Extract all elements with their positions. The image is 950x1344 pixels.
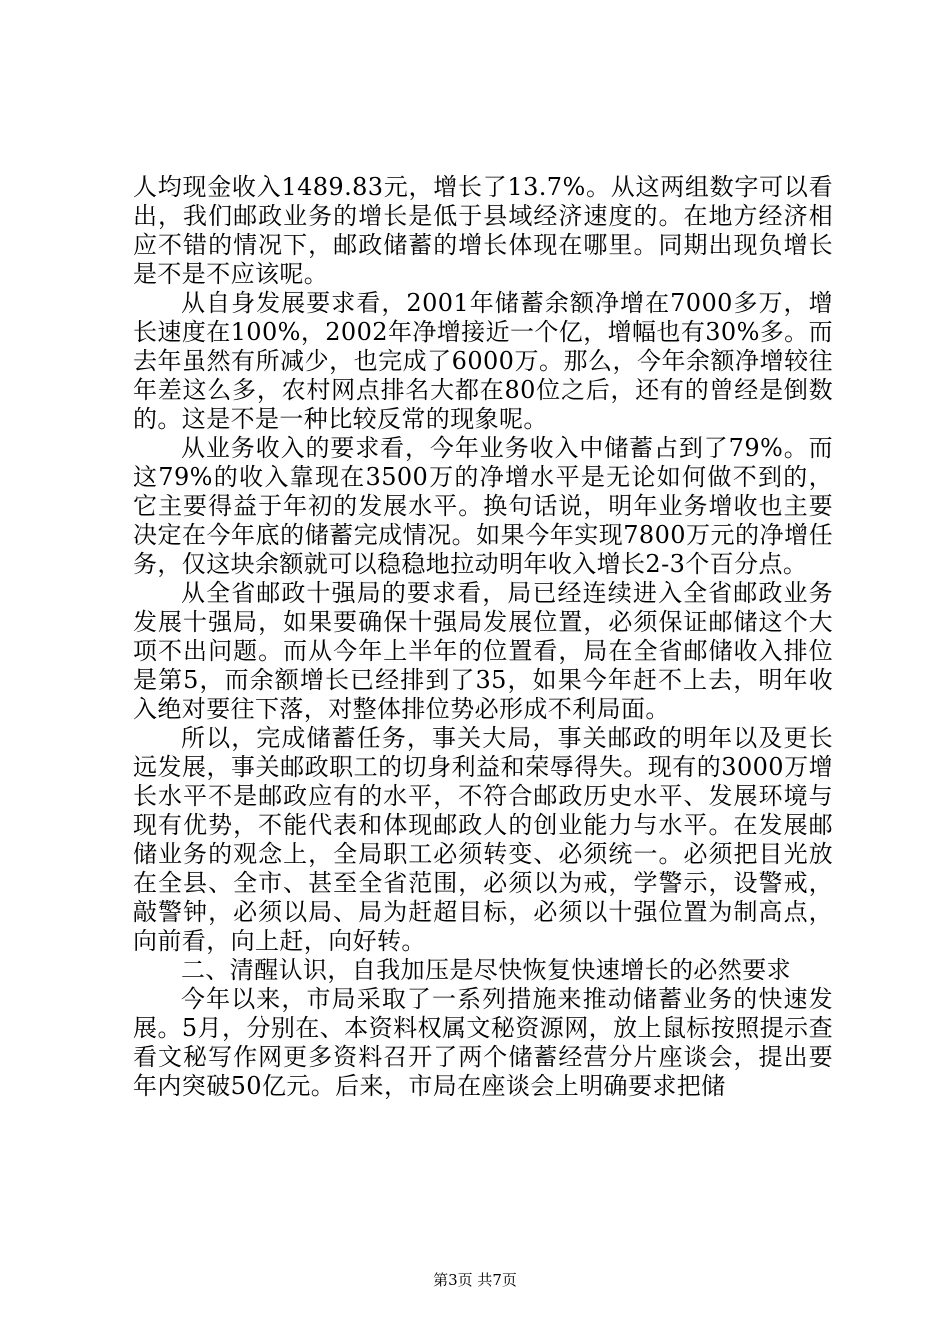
document-body xyxy=(133,173,833,1101)
paragraph-2: 从自身发展要求看，2001年储蓄余额净增在7000多万，增长速度在100%，2002年净增接近一个亿，增幅也有30%多。而去年虽然有所减少，也完成了6000万。那么，今年余额净增较往年差这么多，农村网点排名大都在80位之后，还有的曾经是倒数的。这是不是一种比较反常的现象呢。 xyxy=(133,289,833,433)
paragraph-4: 从全省邮政十强局的要求看，局已经连续进入全省邮政业务发展十强局，如果要确保十强局发展位置，必须保证邮储这个大项不出问题。而从今年上半年的位置看，局在全省邮储收入排位是第5，而余额增长已经排到了35，如果今年赶不上去，明年收入绝对要往下落，对整体排位势必形成不利局面。 xyxy=(133,579,833,723)
paragraph-3: 从业务收入的要求看，今年业务收入中储蓄占到了79%。而这79%的收入靠现在3500万的净增水平是无论如何做不到的，它主要得益于年初的发展水平。换句话说，明年业务增收也主要决定在今年底的储蓄完成情况。如果今年实现7800万元的净增任务，仅这块余额就可以稳稳地拉动明年收入增长2-3个百分点。 xyxy=(133,434,833,578)
paragraph-1: 人均现金收入1489.83元，增长了13.7%。从这两组数字可以看出，我们邮政业务的增长是低于县域经济速度的。在地方经济相应不错的情况下，邮政储蓄的增长体现在哪里。同期出现负增长是不是不应该呢。 xyxy=(133,173,833,288)
page-footer: 第3页 共7页 xyxy=(433,1271,517,1289)
section-heading: 二、清醒认识，自我加压是尽快恢复快速增长的必然要求 xyxy=(181,956,791,984)
paragraph-5: 所以，完成储蓄任务，事关大局，事关邮政的明年以及更长远发展，事关邮政职工的切身利益和荣辱得失。现有的3000万增长水平不是邮政应有的水平，不符合邮政历史水平、发展环境与现有优势，不能代表和体现邮政人的创业能力与水平。在发展邮储业务的观念上，全局职工必须转变、必须统一。必须把目光放在全县、全市、甚至全省范围，必须以为戒，学警示，设警戒，敲警钟，必须以局、局为赶超目标，必须以十强位置为制高点，向前看，向上赶，向好转。 xyxy=(133,724,833,955)
paragraph-7: 今年以来，市局采取了一系列措施来推动储蓄业务的快速发展。5月，分别在、本资料权属文秘资源网，放上鼠标按照提示查看文秘写作网更多资料召开了两个储蓄经营分片座谈会，提出要年内突破50亿元。后来，市局在座谈会上明确要求把储 xyxy=(133,985,833,1100)
